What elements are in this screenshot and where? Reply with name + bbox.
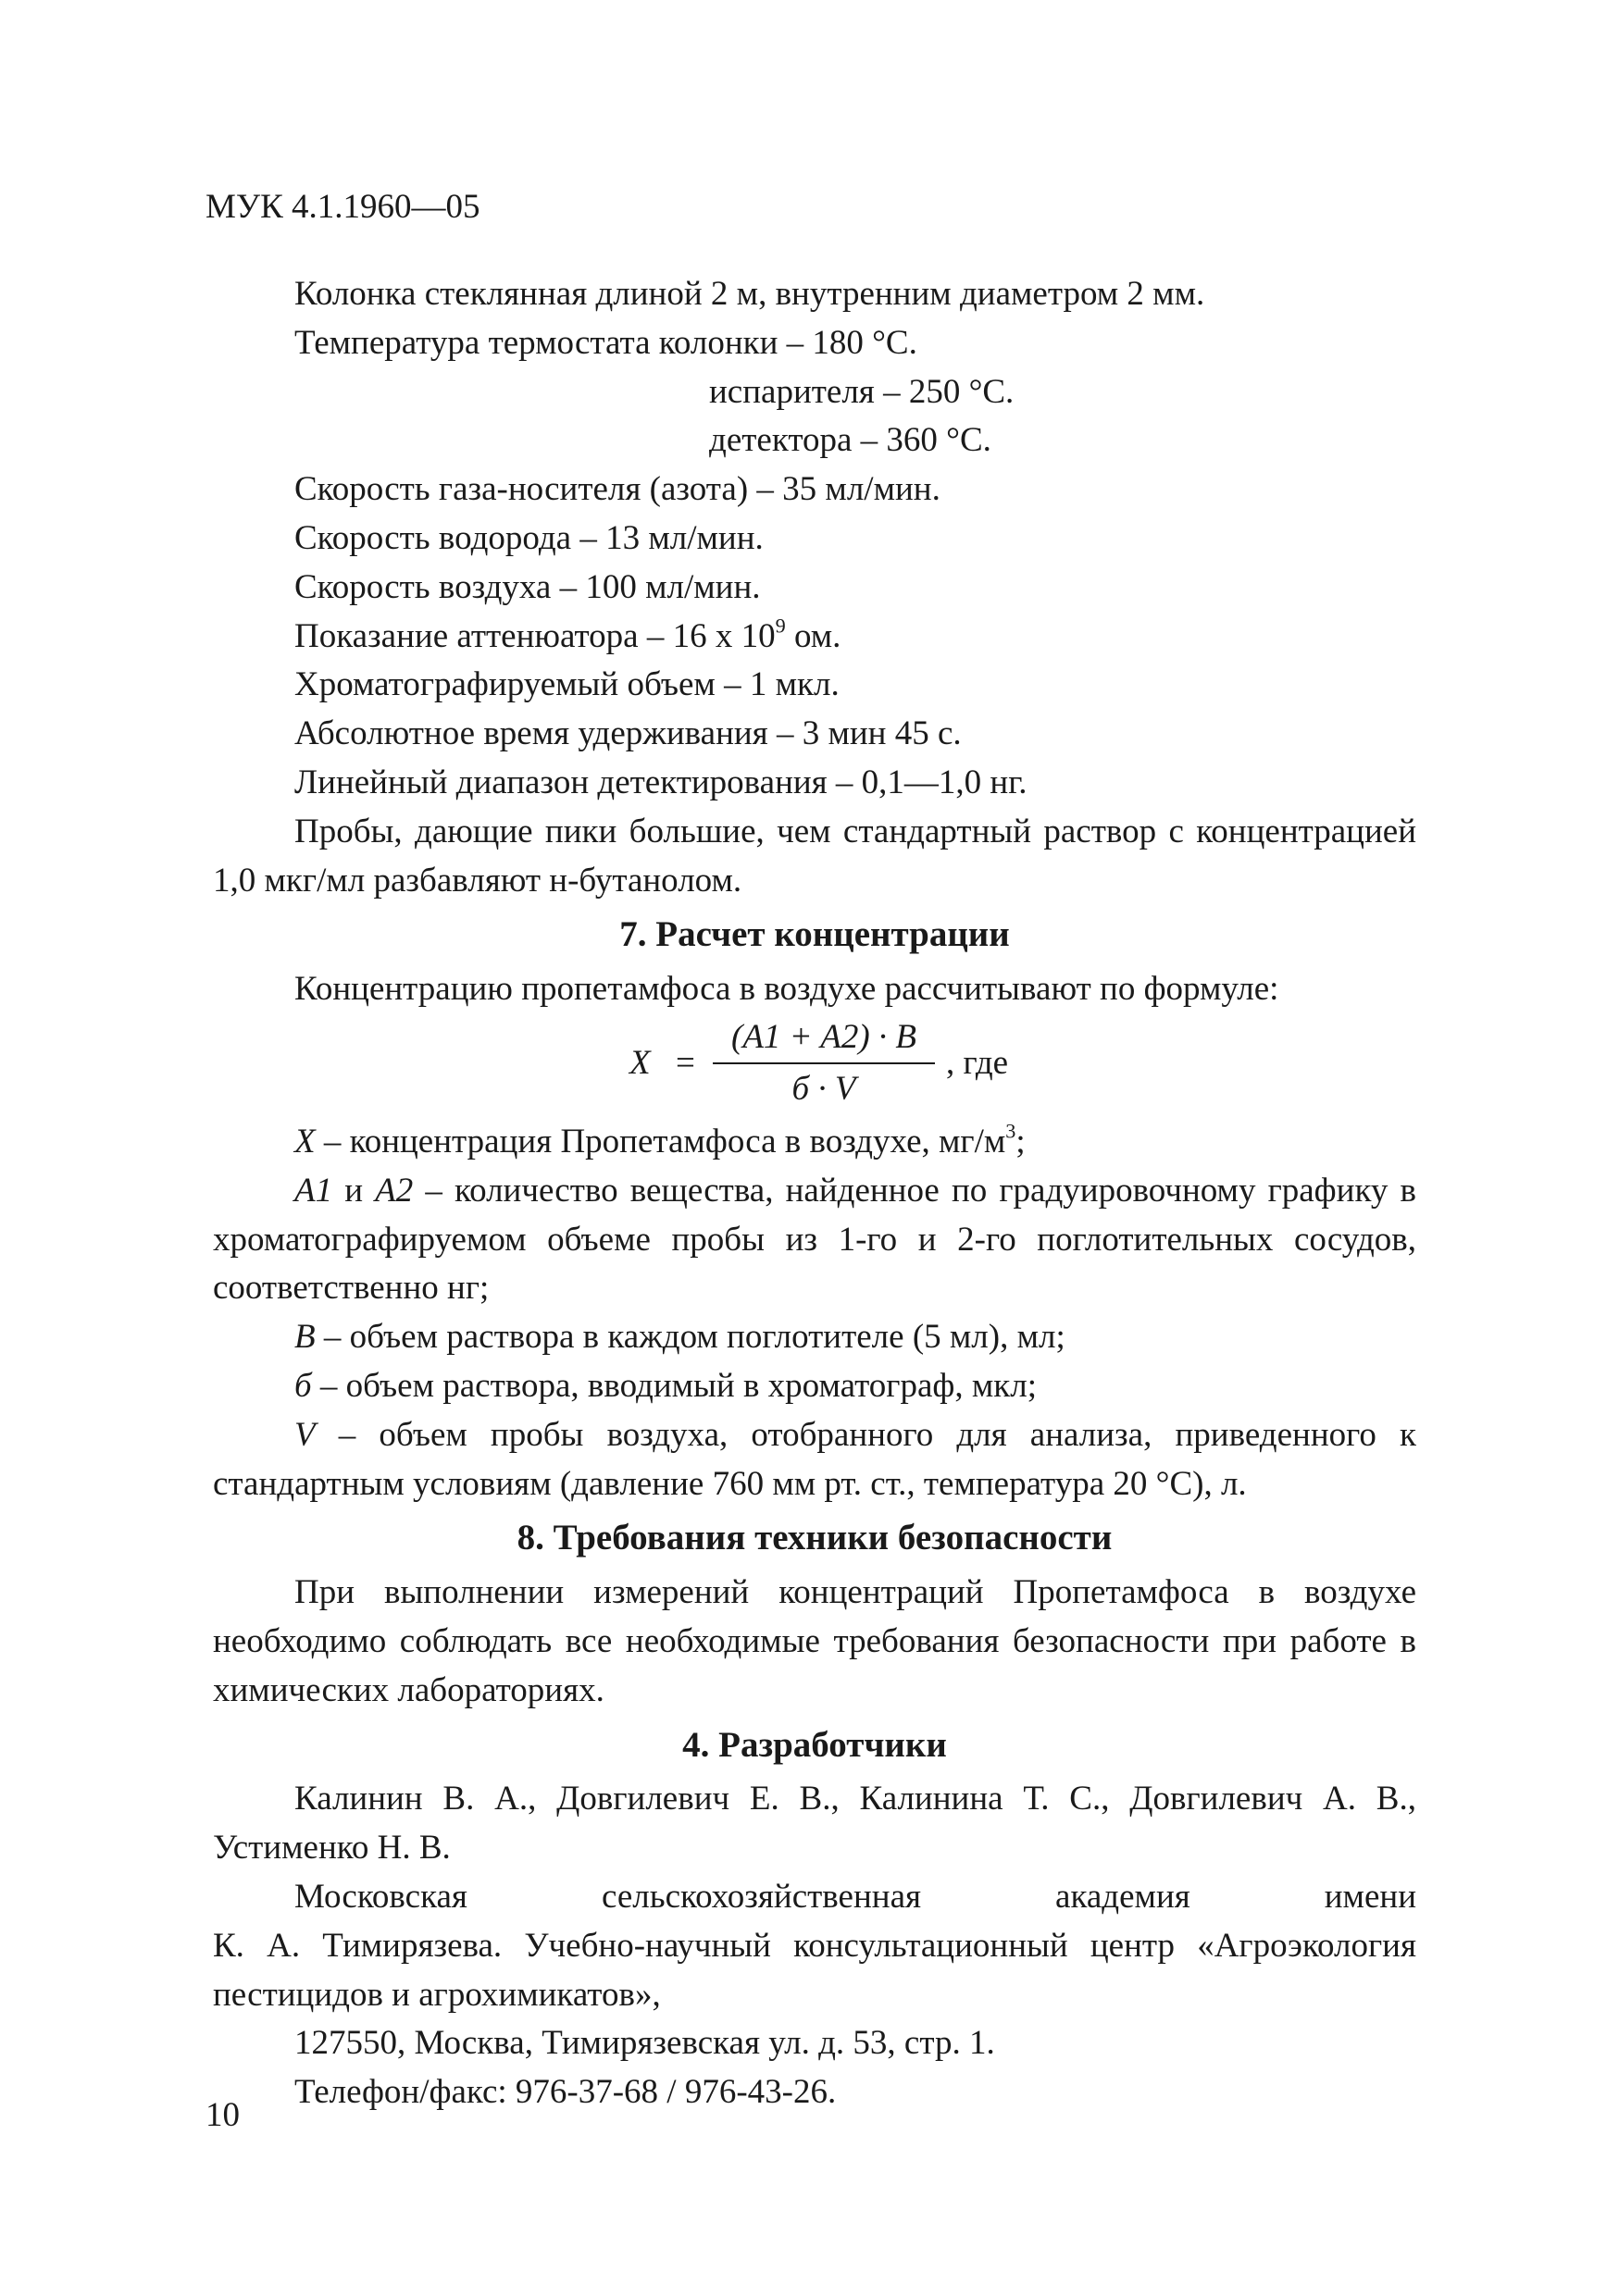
def-bb-text: – объем раствора, вводимый в хроматограф, мкл; bbox=[311, 1366, 1037, 1405]
section-8-text: При выполнении измерений концентраций Пропетамфоса в воздухе необходимо соблюдать все необходимые требования безопасности при работе в химических лабораториях. bbox=[213, 1573, 1416, 1709]
param-evaporator-temp: испарителя – 250 °С. bbox=[709, 372, 1015, 411]
def-a-and: и bbox=[332, 1171, 376, 1210]
def-bb-var: б bbox=[294, 1366, 312, 1405]
param-retention: Абсолютное время удерживания – 3 мин 45 с. bbox=[294, 714, 962, 753]
param-detector-temp: детектора – 360 °С. bbox=[709, 421, 991, 460]
def-x-text: – концентрация Пропетамфоса в воздухе, мг/м bbox=[315, 1122, 1006, 1160]
def-b-text: – объем раствора в каждом поглотителе (5 мл), мл; bbox=[315, 1318, 1065, 1357]
def-a2-var: A2 bbox=[375, 1171, 414, 1210]
developers-org-line2: К. А. Тимирязева. Учебно-научный консультационный центр «Агроэкология пестицидов и агрохимикатов», bbox=[213, 1926, 1416, 2014]
section-8-title: 8. Требования техники безопасности bbox=[517, 1518, 1113, 1558]
developers-authors: Калинин В. А., Довгилевич Е. В., Калинина Т. С., Довгилевич А. В., Устименко Н. В. bbox=[213, 1780, 1416, 1868]
def-b-var: B bbox=[294, 1318, 316, 1357]
param-dilution: Пробы, дающие пики большие, чем стандартный раствор с концентрацией 1,0 мкг/мл разбавляют н-бутанолом. bbox=[213, 812, 1416, 900]
param-air: Скорость воздуха – 100 мл/мин. bbox=[294, 567, 761, 606]
fraction-bar bbox=[713, 1062, 935, 1064]
def-x-end: ; bbox=[1015, 1122, 1026, 1160]
param-column: Колонка стеклянная длиной 2 м, внутренним диаметром 2 мм. bbox=[294, 275, 1205, 313]
formula-lhs: X bbox=[629, 1043, 651, 1082]
formula-numerator: (A1 + A2) · B bbox=[731, 1017, 916, 1056]
attenuator-exponent: 9 bbox=[775, 614, 786, 638]
def-b bbox=[213, 1313, 1416, 1362]
section-7-intro: Концентрацию пропетамфоса в воздухе рассчитывают по формуле: bbox=[294, 970, 1279, 1009]
developers-phone: Телефон/факс: 976-37-68 / 976-43-26. bbox=[294, 2073, 837, 2112]
def-v-text: – объем пробы воздуха, отобранного для анализа, приведенного к стандартным условиям (давление 760 мм рт. ст., температура 20 °С), л. bbox=[213, 1415, 1416, 1503]
def-a-text: – количество вещества, найденное по градуировочному графику в хроматографируемом объеме пробы из 1-го и 2-го поглотительных сосудов, соответственно нг; bbox=[213, 1171, 1416, 1308]
param-attenuator bbox=[213, 613, 1416, 662]
def-v bbox=[213, 1411, 1416, 1509]
section-7-title: 7. Расчет концентрации bbox=[619, 914, 1010, 955]
developers-address: 127550, Москва, Тимирязевская ул. д. 53, стр. 1. bbox=[294, 2024, 995, 2063]
developers-org-line1: Московская сельскохозяйственная академия имени bbox=[294, 1877, 1416, 1916]
attenuator-text: Показание аттенюатора – 16 х 10 bbox=[294, 616, 776, 655]
attenuator-unit: ом. bbox=[785, 616, 841, 655]
def-x-var: X bbox=[294, 1122, 316, 1160]
param-thermostat-temp: Температура термостата колонки – 180 °С. bbox=[294, 323, 917, 362]
param-carrier-gas: Скорость газа-носителя (азота) – 35 мл/мин. bbox=[294, 470, 940, 509]
def-x bbox=[213, 1118, 1416, 1167]
def-v-var: V bbox=[294, 1415, 316, 1454]
def-a1-var: A1 bbox=[294, 1171, 333, 1210]
page-body bbox=[213, 270, 1416, 2117]
document-code-header: МУК 4.1.1960—05 bbox=[205, 188, 480, 226]
def-x-exponent: 3 bbox=[1005, 1119, 1016, 1143]
def-bb bbox=[213, 1362, 1416, 1411]
param-hydrogen: Скорость водорода – 13 мл/мин. bbox=[294, 518, 764, 557]
page-number: 10 bbox=[205, 2096, 240, 2134]
param-volume: Хроматографируемый объем – 1 мкл. bbox=[294, 665, 840, 704]
section-4-title: 4. Разработчики bbox=[682, 1724, 947, 1765]
formula-denominator: б · V bbox=[791, 1069, 856, 1108]
formula-suffix: , где bbox=[946, 1043, 1009, 1082]
def-a bbox=[213, 1167, 1416, 1313]
formula-fraction bbox=[713, 1014, 935, 1112]
formula-equals: = bbox=[676, 1043, 695, 1082]
concentration-formula bbox=[213, 1014, 1416, 1118]
param-linear-range: Линейный диапазон детектирования – 0,1—1,0 нг. bbox=[294, 763, 1027, 801]
